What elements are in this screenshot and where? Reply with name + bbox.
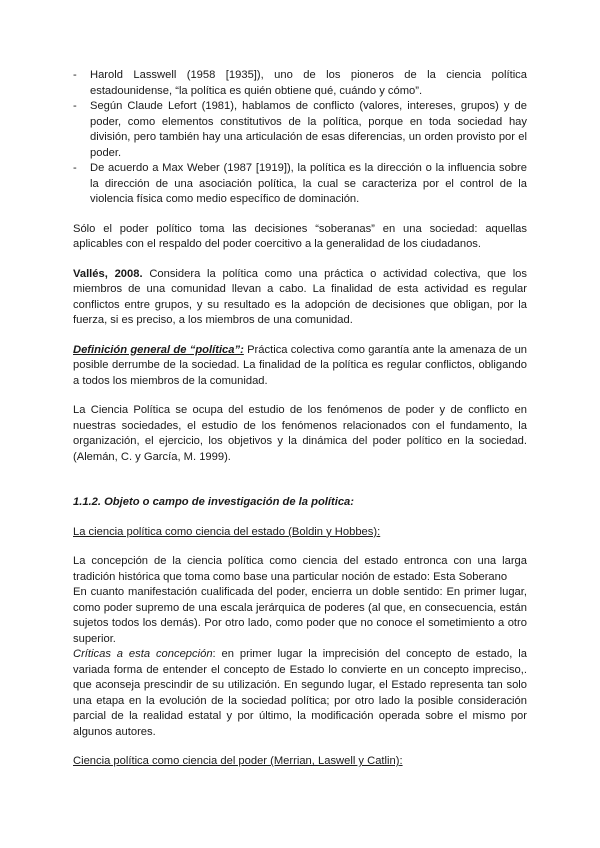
subsection-heading-poder: Ciencia política como ciencia del poder (Merrian, Laswell y Catlin): (73, 755, 403, 767)
paragraph-definicion: Definición general de “política”: Práctica colectiva como garantía ante la amenaza de un posible derrumbe de la sociedad. La finalidad de la política es regular conflictos, obligando a todos los miembros de la comunidad. (73, 343, 528, 387)
paragraph-soberanas: Sólo el poder político toma las decisiones “soberanas” en una sociedad: aquellas aplicables con el respaldo del poder coercitivo a la generalidad de los ciudadanos. (73, 222, 527, 250)
paragraph-concepcion: La concepción de la ciencia política como ciencia del estado entronca con una larga tradición histórica que toma como base una particular noción de estado: Esta Soberano (73, 555, 527, 583)
list-item: - Según Claude Lefort (1981), hablamos de conflicto (valores, intereses, grupos) y de poder, como elementos constitutivos de la política, porque en toda sociedad hay división, pero también hay una articulación de esas diferencias, un orden provisto por el poder. (73, 100, 527, 159)
criticas-label: Críticas a esta concepción (73, 648, 213, 660)
definition-label: Definición general de “política”: (73, 343, 244, 356)
section-heading: 1.1.2. Objeto o campo de investigación de la política: (73, 496, 354, 508)
list-item: - De acuerdo a Max Weber (1987 [1919]), la política es la dirección o la influencia sobre la dirección de una asociación política, la cual se caracteriza por el control de la violencia física como medio específico de dominación. (73, 162, 527, 205)
paragraph-ciencia-politica: La Ciencia Política se ocupa del estudio de los fenómenos de poder y de conflicto en nuestras sociedades, el estudio de los fenómenos relacionados con el fundamento, la organización, el ejercicio, los objetivos y la dinámica del poder político en la sociedad. (Alemán, C. y García, M. 1999). (73, 404, 527, 463)
citation-valles: Vallés, 2008. (73, 267, 143, 280)
paragraph-criticas: Críticas a esta concepción: en primer lugar la imprecisión del concepto de estado, la variada forma de entender el concepto de Estado lo convierte en un concepto impreciso,. que aconseja prescindir de su utilización. En segundo lugar, el Estado representa tan solo una etapa en la evolución de la sociedad política; por otro lado la posible consideración parcial de la realidad estatal y por último, la modificación operada sobre el mismo por algunos autores. (73, 648, 527, 738)
paragraph-manifestacion: En cuanto manifestación cualificada del poder, encierra un doble sentido: En primer lugar, como poder supremo de una escala jerárquica de poderes (al que, en consecuencia, están sujetos todos los demás). Por otro lado, como poder que no conoce el sometimiento a otro superior. (73, 586, 527, 645)
author-definitions-list (73, 68, 527, 208)
list-item: - Harold Lasswell (1958 [1935]), uno de los pioneros de la ciencia política estadounidense, “la política es quién obtiene qué, cuándo y cómo”. (73, 69, 527, 97)
subsection-heading-estado: La ciencia política como ciencia del estado (Boldin y Hobbes): (73, 525, 381, 538)
paragraph-valles: Vallés, 2008. Considera la política como una práctica o actividad colectiva, que los miembros de una comunidad llevan a cabo. La finalidad de esta actividad es regular conflictos entre grupos, y su resultado es la adopción de decisiones que obligan, por la fuerza, si es preciso, a los miembros de una comunidad. (73, 267, 527, 326)
